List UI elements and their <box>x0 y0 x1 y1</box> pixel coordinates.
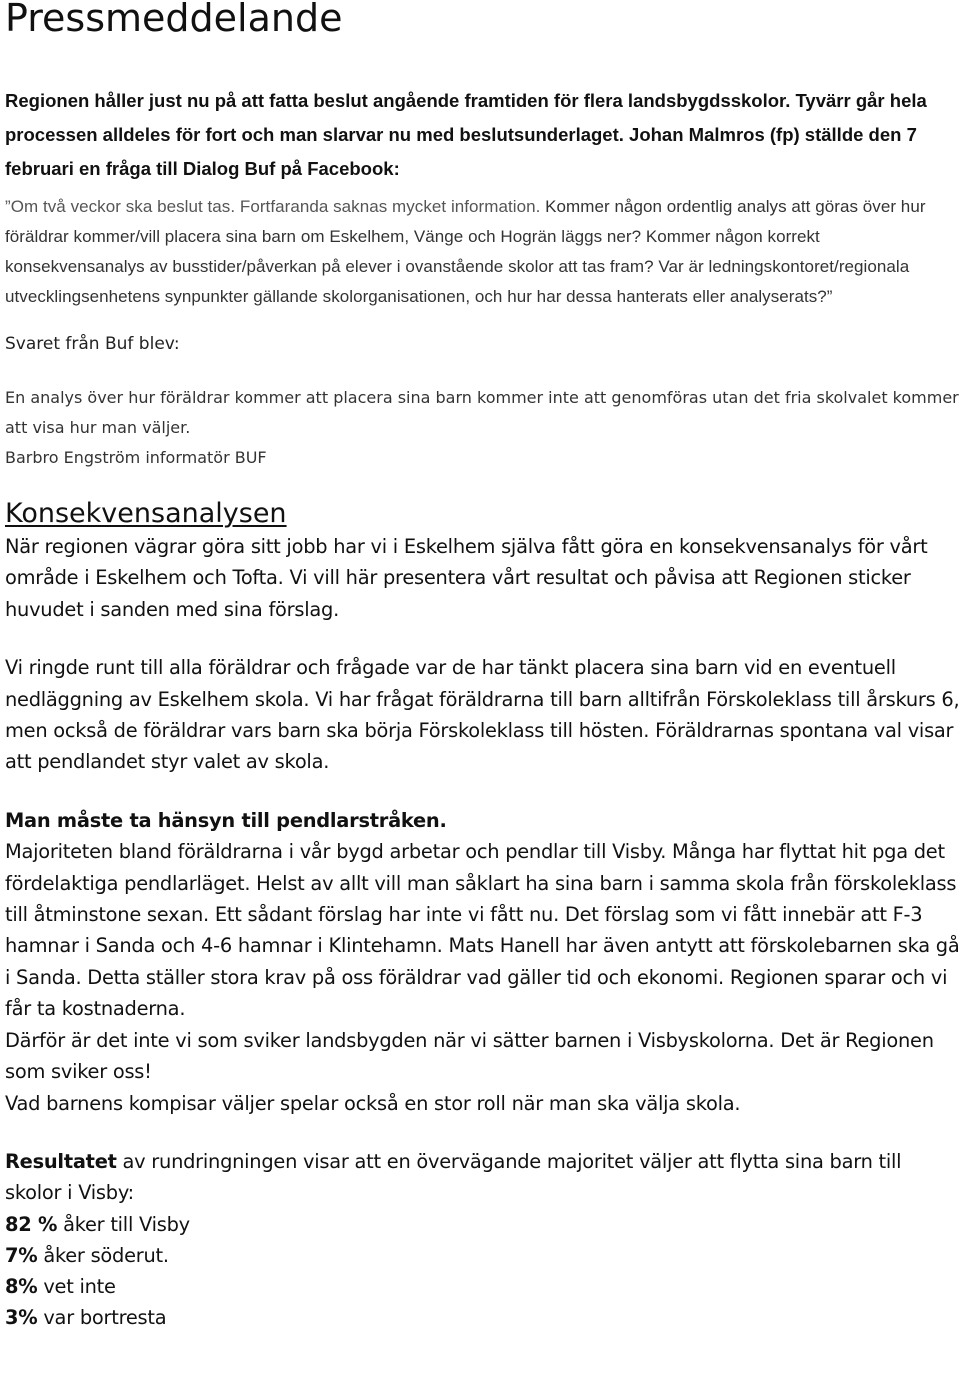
result-item <box>5 1271 960 1302</box>
spacer <box>5 1119 960 1146</box>
paragraph-3: Majoriteten bland föräldrarna i vår bygd arbetar och pendlar till Visby. Många har flyttat hit pga det fördelaktiga pendlarläget. Helst av allt vill man såklart ha sina barn i samma skola från förskoleklass till åtminstone sexan. Ett sådant förslag har inte vi fått nu. Det förslag som vi fått innebär att F-3 hamnar i Sanda och 4-6 hamnar i Klintehamn. Mats Hanell har även antytt att förskolebarnen ska gå i Sanda. Detta ställer stora krav på oss föräldrar vad gäller tid och ekonomi. Regionen sparar och vi får ta kostnaderna. <box>5 840 960 1021</box>
quote-part-3: Kommer någon korrekt konsekvensanalys av busstider/påverkan på elever i ovanstående skolor att tas fram? <box>5 227 820 276</box>
quote-part-4: Var är ledningskontoret/regionala utvecklingsenhetens synpunkter gällande skolorganisationen, och hur har dessa hanterats eller analyserats?” <box>5 257 910 306</box>
paragraph-5: Vad barnens kompisar väljer spelar också en stor roll när man ska välja skola. <box>5 1091 741 1115</box>
result-item <box>5 1240 960 1271</box>
quote-part-2: Kommer någon ordentlig analys att göras över hur föräldrar kommer/vill placera sina barn om Eskelhem, Vänge och Hogrän läggs ner? <box>5 197 926 246</box>
result-value: 3% <box>5 1305 38 1329</box>
result-paragraph <box>5 1146 960 1209</box>
result-item-text: vet inte <box>37 1274 116 1298</box>
section-heading: Konsekvensanalysen <box>5 498 287 529</box>
result-item-text: åker till Visby <box>57 1212 190 1236</box>
spacer <box>5 625 960 652</box>
lead-paragraph: Regionen håller just nu på att fatta beslut angående framtiden för flera landsbygdsskolor. Tyvärr går hela processen alldeles för fort och man slarvar nu med beslutsunderlaget. Johan Malmros (fp) ställde den 7 februari en fråga till Dialog Buf på Facebook: <box>5 90 927 179</box>
result-item <box>5 1302 960 1333</box>
result-item-text: åker söderut. <box>37 1243 169 1267</box>
buf-answer: En analys över hur föräldrar kommer att placera sina barn kommer inte att genomföras utan det fria skolvalet kommer att visa hur man väljer. <box>5 388 959 437</box>
answer-signature: Barbro Engström informatör BUF <box>5 448 267 467</box>
paragraph-2: Vi ringde runt till alla föräldrar och frågade var de har tänkt placera sina barn vid en eventuell nedläggning av Eskelhem skola. Vi har frågat föräldrarna till barn alltifrån Förskoleklass till årskurs 6, men också de föräldrar vars barn ska börja Förskoleklass till hösten. Föräldrarnas spontana val visar att pendlandet styr valet av skola. <box>5 656 960 774</box>
result-item-text: var bortresta <box>37 1305 167 1329</box>
result-value: 7% <box>5 1243 38 1267</box>
page-title: Pressmeddelande <box>5 0 343 40</box>
paragraph-1: När regionen vägrar göra sitt jobb har vi i Eskelhem själva fått göra en konsekvensanalys för vårt område i Eskelhem och Tofta. Vi vill här presentera vårt resultat och påvisa att Regionen sticker huvudet i sanden med sina förslag. <box>5 535 928 621</box>
result-value: 8% <box>5 1274 38 1298</box>
result-item <box>5 1209 960 1240</box>
result-label: Resultatet <box>5 1149 117 1173</box>
result-value: 82 % <box>5 1212 58 1236</box>
answer-intro: Svaret från Buf blev: <box>5 334 180 354</box>
result-list <box>5 1209 960 1333</box>
facebook-quote <box>5 192 960 312</box>
subheading: Man måste ta hänsyn till pendlarstråken. <box>5 808 447 832</box>
spacer <box>5 778 960 805</box>
result-text: av rundringningen visar att en övervägande majoritet väljer att flytta sina barn till skolor i Visby: <box>5 1149 902 1205</box>
paragraph-4: Därför är det inte vi som sviker landsbygden när vi sätter barnen i Visbyskolorna. Det är Regionen som sviker oss! <box>5 1028 934 1084</box>
quote-part-1: ”Om två veckor ska beslut tas. Fortfaranda saknas mycket information. <box>5 197 541 216</box>
